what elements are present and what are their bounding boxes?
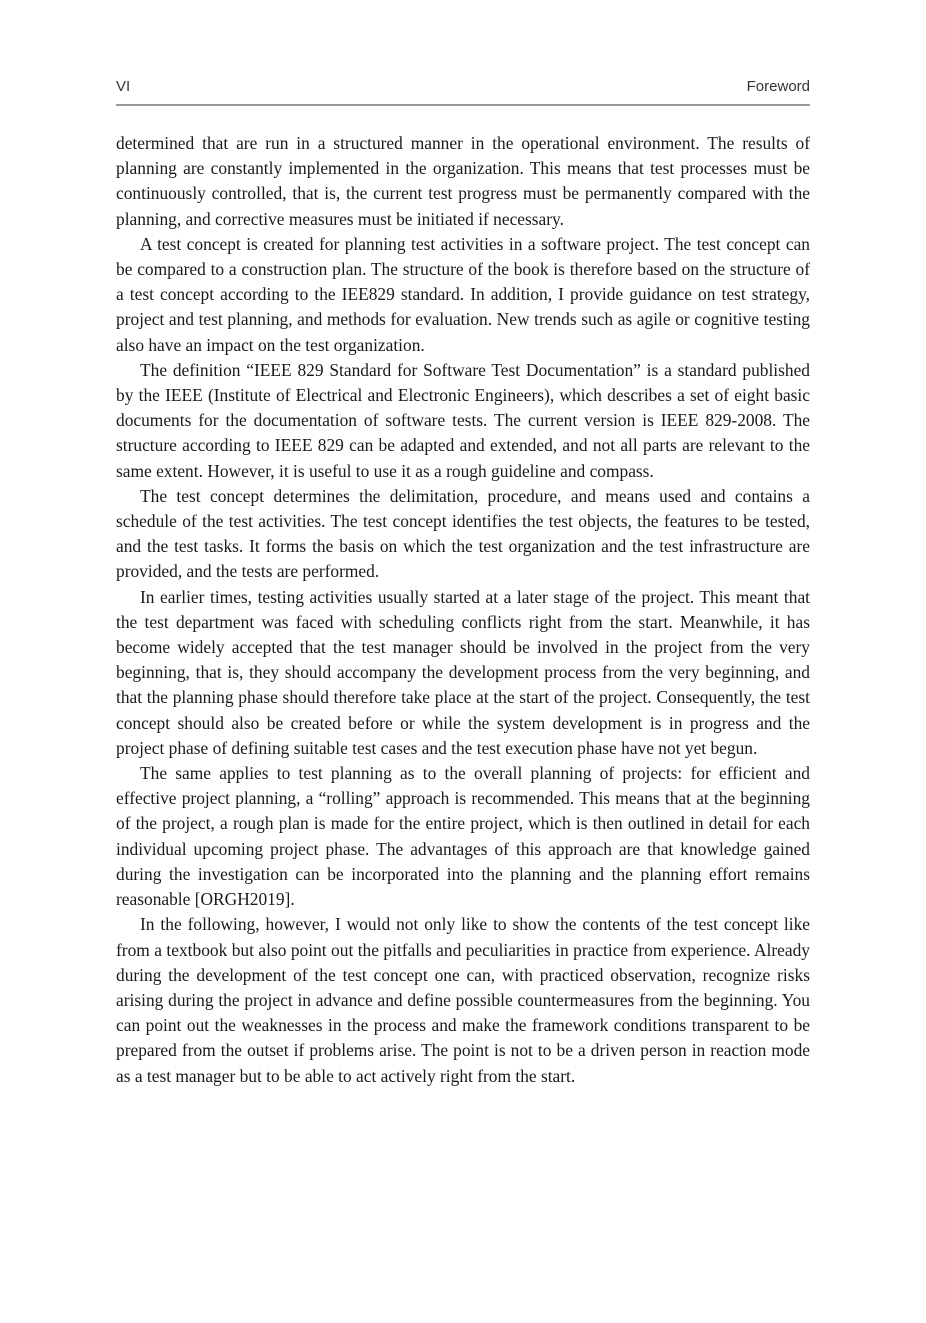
paragraph: The test concept determines the delimitation, procedure, and means used and contains a schedule of the test activities. The test concept identifies the test objects, the features to be tested, and the test tasks. It forms the basis on which the test organization and the test infrastructure are provided, and the tests are performed. — [116, 485, 810, 582]
paragraph: A test concept is created for planning test activities in a software project. The test concept can be compared to a construction plan. The structure of the book is therefore based on the structure of a test concept according to the IEE829 standard. In addition, I provide guidance on test strategy, project and test planning, and methods for evaluation. New trends such as agile or cognitive testing also have an impact on the test organization. — [116, 233, 810, 355]
paragraph: The same applies to test planning as to the overall planning of projects: for efficient and effective project planning, a “rolling” approach is recommended. This means that at the beginning of the project, a rough plan is made for the entire project, which is then outlined in detail for each individual upcoming project phase. The advantages of this approach are that knowledge gained during the investigation can be incorporated into the planning and the planning effort remains reasonable [ORGH2019]. — [116, 763, 810, 910]
body-text — [116, 131, 810, 1089]
page-number: VI — [116, 78, 131, 95]
paragraph: In the following, however, I would not only like to show the contents of the test concept like from a textbook but also point out the pitfalls and peculiarities in practice from experience. Already during the development of the test concept one can, with practiced observation, recognize risks arising during the project in advance and define possible countermeasures from the beginning. You can point out the weaknesses in the process and make the framework conditions transparent to be prepared from the outset if problems arise. The point is not to be a driven person in reaction mode as a test manager but to be able to act actively right from the start. — [116, 914, 810, 1086]
section-title: Foreword — [746, 78, 810, 95]
paragraph: The definition “IEEE 829 Standard for Software Test Documentation” is a standard published by the IEEE (Institute of Electrical and Electronic Engineers), which describes a set of eight basic documents for the documentation of software tests. The current version is IEEE 829-2008. The structure according to IEEE 829 can be adapted and extended, and not all parts are relevant to the same extent. However, it is useful to use it as a rough guideline and compass. — [116, 359, 810, 481]
header-rule — [116, 104, 810, 106]
paragraph-continuation: determined that are run in a structured manner in the operational environment. The results of planning are constantly implemented in the organization. This means that test processes must be continuously controlled, that is, the current test progress must be permanently compared with the planning, and corrective measures must be initiated if necessary. — [116, 133, 810, 229]
running-header — [116, 78, 810, 98]
paragraph: In earlier times, testing activities usually started at a later stage of the project. This meant that the test department was faced with scheduling conflicts right from the start. Meanwhile, it has become widely accepted that the test manager should be involved in the project from the very beginning, that is, they should accompany the development process from the very beginning, and that the planning phase should therefore take place at the start of the project. Consequently, the test concept should also be created before or while the system development is in progress and the project phase of defining suitable test cases and the test execution phase have not yet begun. — [116, 586, 810, 758]
